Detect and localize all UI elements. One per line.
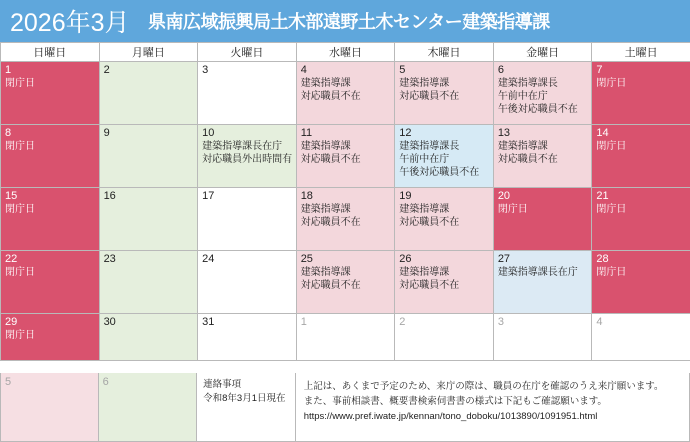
notice-box <box>296 373 690 442</box>
calendar-week-row <box>1 314 690 361</box>
day-number: 17 <box>202 190 215 202</box>
calendar-day-cell <box>493 188 592 251</box>
day-number: 12 <box>399 127 412 139</box>
calendar-day-cell <box>395 188 494 251</box>
day-note: 閉庁日 <box>5 78 35 90</box>
page-header <box>0 0 690 42</box>
calendar-day-cell <box>198 314 297 361</box>
day-number: 21 <box>596 190 609 202</box>
day-note: 午前中在庁 <box>497 91 548 103</box>
calendar-day-cell <box>493 62 592 125</box>
day-number: 31 <box>202 316 215 328</box>
day-number: 9 <box>103 127 110 139</box>
day-number: 24 <box>202 253 215 265</box>
contact-heading: 連絡事項 <box>203 379 242 390</box>
day-number: 5 <box>399 64 406 76</box>
contact-date: 令和8年3月1日現在 <box>203 392 286 404</box>
calendar-day-cell <box>198 125 297 188</box>
calendar-day-cell <box>592 314 690 361</box>
day-note: 対応職員不在 <box>497 154 558 166</box>
day-note: 閉庁日 <box>5 330 35 342</box>
calendar-day-cell <box>395 251 494 314</box>
footer-daynum-sunday: 5 <box>5 376 12 388</box>
day-note: 対応職員不在 <box>300 217 361 229</box>
contact-box <box>197 373 296 442</box>
day-note: 閉庁日 <box>497 204 528 216</box>
day-note: 閉庁日 <box>596 267 627 279</box>
calendar-day-cell <box>1 314 100 361</box>
day-number: 19 <box>399 190 412 202</box>
day-note: 対応職員不在 <box>399 217 460 229</box>
calendar-day-cell <box>592 188 690 251</box>
day-number: 11 <box>300 127 313 139</box>
day-note: 建築指導課 <box>300 267 351 279</box>
calendar-day-cell <box>99 188 198 251</box>
day-number: 1 <box>5 64 12 76</box>
month-title: 2026年3月 <box>0 0 148 42</box>
weekday-header-fri: 金曜日 <box>493 43 592 62</box>
day-number: 29 <box>5 316 18 328</box>
day-note: 午後対応職員不在 <box>399 167 480 179</box>
day-note: 建築指導課長在庁 <box>497 267 578 279</box>
day-number: 10 <box>202 127 215 139</box>
day-number: 27 <box>497 253 511 265</box>
footer-daynum-monday: 6 <box>102 376 109 388</box>
day-note: 閉庁日 <box>596 78 627 90</box>
calendar-day-cell <box>99 314 198 361</box>
day-number: 15 <box>5 190 18 202</box>
calendar-header-row <box>1 43 690 62</box>
day-number: 6 <box>497 64 504 76</box>
weekday-header-sun: 日曜日 <box>1 43 100 62</box>
weekday-header-tue: 火曜日 <box>198 43 297 62</box>
calendar-day-cell <box>296 188 395 251</box>
day-note: 対応職員不在 <box>300 91 361 103</box>
office-title: 県南広域振興局土木部遠野土木センター建築指導課 <box>148 12 550 32</box>
calendar-week-row <box>1 251 690 314</box>
day-note: 建築指導課 <box>399 78 450 90</box>
notice-line-1: 上記は、あくまで予定のため、来庁の際は、職員の在庁を確認のうえ来庁願います。 <box>303 381 664 392</box>
calendar-day-cell <box>592 62 690 125</box>
day-number: 18 <box>300 190 313 202</box>
weekday-header-thu: 木曜日 <box>395 43 494 62</box>
calendar-day-cell <box>493 125 592 188</box>
calendar-day-cell <box>493 314 592 361</box>
day-number: 1 <box>300 316 307 328</box>
day-note: 建築指導課長 <box>497 78 558 90</box>
calendar-day-cell <box>198 188 297 251</box>
calendar-day-cell <box>296 125 395 188</box>
day-number: 28 <box>596 253 609 265</box>
day-note: 建築指導課 <box>399 267 450 279</box>
footer-cell-next-monday <box>99 373 198 442</box>
calendar-day-cell <box>296 62 395 125</box>
calendar-week-row <box>1 188 690 251</box>
day-note: 対応職員不在 <box>399 91 460 103</box>
calendar-day-cell <box>99 251 198 314</box>
day-number: 16 <box>103 190 116 202</box>
day-note: 建築指導課 <box>300 78 351 90</box>
day-number: 3 <box>497 316 504 328</box>
weekday-header-sat: 土曜日 <box>592 43 690 62</box>
weekday-header-mon: 月曜日 <box>99 43 198 62</box>
notice-line-2: また、事前相談書、概要書検索伺書書の様式は下記もご確認願います。 <box>303 396 607 408</box>
day-note: 建築指導課長 <box>399 141 460 153</box>
day-number: 4 <box>596 316 603 328</box>
calendar-day-cell <box>198 251 297 314</box>
calendar-day-cell <box>395 314 494 361</box>
day-number: 22 <box>5 253 18 265</box>
calendar-day-cell <box>592 251 690 314</box>
day-number: 23 <box>103 253 116 265</box>
calendar-day-cell <box>99 125 198 188</box>
calendar-day-cell <box>1 188 100 251</box>
day-note: 閉庁日 <box>5 141 35 153</box>
day-note: 建築指導課長在庁 <box>202 141 283 153</box>
calendar-day-cell <box>296 251 395 314</box>
footer-cell-next-sunday <box>0 373 99 442</box>
day-note: 対応職員不在 <box>399 280 460 292</box>
day-note: 建築指導課 <box>300 204 351 216</box>
day-number: 25 <box>300 253 313 265</box>
calendar-day-cell <box>1 251 100 314</box>
notice-url[interactable]: https://www.pref.iwate.jp/kennan/tono_doboku/1013890/1091951.html <box>303 411 598 423</box>
day-note: 閉庁日 <box>596 204 627 216</box>
day-note: 建築指導課 <box>497 141 548 153</box>
day-note: 建築指導課 <box>300 141 351 153</box>
calendar-week-row <box>1 62 690 125</box>
calendar-day-cell <box>493 251 592 314</box>
calendar-week-row <box>1 125 690 188</box>
calendar-day-cell <box>1 125 100 188</box>
day-note: 対応職員不在 <box>300 280 361 292</box>
day-number: 8 <box>5 127 12 139</box>
day-note: 対応職員不在 <box>300 154 361 166</box>
day-number: 2 <box>399 316 406 328</box>
day-number: 4 <box>300 64 307 76</box>
day-note: 閉庁日 <box>5 204 35 216</box>
day-note: 閉庁日 <box>5 267 35 279</box>
day-number: 7 <box>596 64 603 76</box>
day-number: 26 <box>399 253 412 265</box>
day-number: 14 <box>596 127 609 139</box>
calendar-day-cell <box>395 62 494 125</box>
day-number: 30 <box>103 316 116 328</box>
day-number: 2 <box>103 64 110 76</box>
calendar-day-cell <box>99 62 198 125</box>
day-note: 午前中在庁 <box>399 154 450 166</box>
calendar-day-cell <box>1 62 100 125</box>
day-note: 閉庁日 <box>596 141 627 153</box>
calendar-day-cell <box>296 314 395 361</box>
day-note: 建築指導課 <box>399 204 450 216</box>
calendar-footer <box>0 373 690 442</box>
day-number: 20 <box>497 190 511 202</box>
weekday-header-wed: 水曜日 <box>296 43 395 62</box>
calendar-table <box>0 42 690 361</box>
day-note: 午後対応職員不在 <box>497 104 578 116</box>
day-number: 3 <box>202 64 209 76</box>
calendar-day-cell <box>592 125 690 188</box>
day-number: 13 <box>497 127 511 139</box>
day-note: 対応職員外出時間有 <box>202 154 293 166</box>
calendar-day-cell <box>395 125 494 188</box>
calendar-day-cell <box>198 62 297 125</box>
